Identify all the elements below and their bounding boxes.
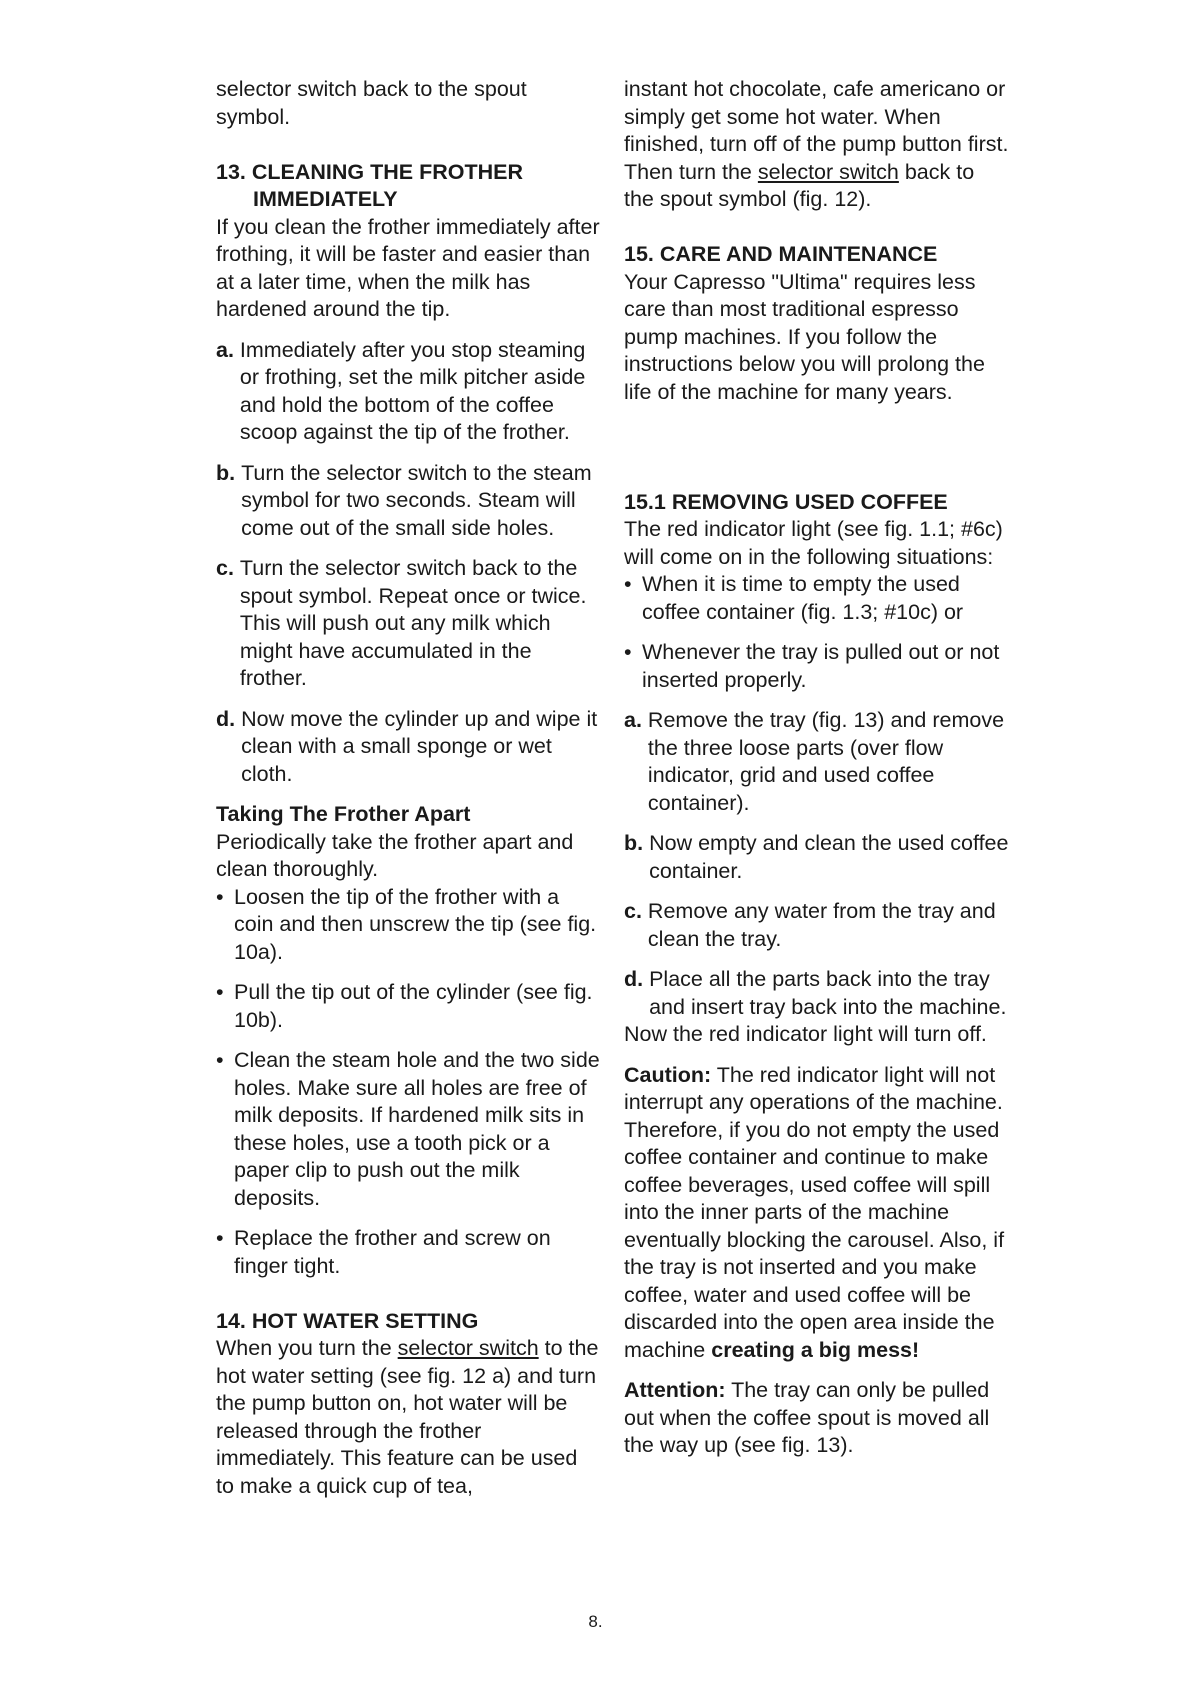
- bullet-icon: •: [216, 980, 224, 1004]
- section-13-title-cont: IMMEDIATELY: [253, 187, 398, 211]
- section-14-title: 14. HOT WATER SETTING: [216, 1308, 479, 1333]
- step-text: Place all the parts back into the tray and insert tray back into the machine.: [649, 967, 1007, 1019]
- step-item: [624, 966, 1009, 1021]
- attention-label: Attention:: [624, 1378, 726, 1402]
- selector-switch-link: selector switch: [757, 159, 899, 184]
- section-15-1-title: 15.1 REMOVING USED COFFEE: [624, 489, 948, 514]
- caution-emphasis: creating a big mess!: [711, 1337, 920, 1362]
- bullet-text: Pull the tip out of the cylinder (see fig. 10b).: [234, 980, 593, 1032]
- step-marker: d.: [624, 967, 644, 991]
- step-text: Turn the selector switch back to the spout symbol. Repeat once or twice. This will push out any milk which might have accumulated in the frother.: [239, 556, 587, 690]
- left-column: [216, 76, 601, 1500]
- step-marker: b.: [624, 831, 644, 855]
- section-15-body: Your Capresso "Ultima" requires less care than most traditional espresso pump machines. If you follow the instructions below you will prolong the life of the machine for many years.: [624, 269, 985, 404]
- step-text: Remove any water from the tray and clean the tray.: [647, 899, 996, 951]
- attention-note: Attention: The tray can only be pulled out when the coffee spout is moved all the way up (see fig. 13).: [624, 1378, 990, 1457]
- caution-label: Caution:: [624, 1062, 712, 1087]
- step-item: [624, 707, 1009, 817]
- list-item: [624, 571, 1009, 626]
- step-item: [216, 460, 601, 543]
- step-marker: a.: [624, 708, 642, 732]
- bullet-text: Loosen the tip of the frother with a coin and then unscrew the tip (see fig. 10a).: [234, 884, 597, 964]
- list-item: [216, 884, 601, 967]
- frother-apart-title: Taking The Frother Apart: [216, 802, 471, 826]
- continuation-text: instant hot chocolate, cafe americano or simply get some hot water. When finished, turn off of the pump button first. Then turn the selector switch back to the spout symbol (fig. 12).: [624, 77, 1009, 211]
- bullet-icon: •: [624, 640, 632, 664]
- intro-text: selector switch back to the spout symbol.: [216, 77, 527, 129]
- caution-note: Caution: The red indicator light will not interrupt any operations of the machine. Therefore, if you do not empty the used coffee container and continue to make coffee beverages, used coffee will spill into the inner parts of the machine eventually blocking the carousel. Also, if the tray is not inserted and you make coffee, water and used coffee will be discarded into the open area inside the machine creating a big mess!: [624, 1062, 1005, 1362]
- bullet-text: Clean the steam hole and the two side holes. Make sure all holes are free of milk deposits. If hardened milk sits in these holes, use a tooth pick or a paper clip to push out the milk deposits.: [234, 1048, 600, 1210]
- step-marker: c.: [216, 556, 234, 580]
- bullet-text: Replace the frother and screw on finger tight.: [234, 1226, 551, 1278]
- list-item: [216, 1225, 601, 1280]
- bullet-icon: •: [624, 572, 632, 596]
- bullet-text: Whenever the tray is pulled out or not inserted properly.: [642, 640, 1000, 692]
- step-item: [624, 898, 1009, 953]
- page-number: 8.: [588, 1612, 603, 1631]
- bullet-icon: •: [216, 1226, 224, 1250]
- frother-apart-body: Periodically take the frother apart and clean thoroughly.: [216, 829, 574, 881]
- selector-switch-link: selector switch: [397, 1336, 539, 1360]
- list-item: [216, 1047, 601, 1212]
- step-marker: c.: [624, 899, 642, 923]
- section-15-1-body: The red indicator light (see fig. 1.1; #6c) will come on in the following situations:: [624, 517, 1003, 569]
- step-text: Now move the cylinder up and wipe it clean with a small sponge or wet cloth.: [241, 706, 598, 786]
- section-14-body: When you turn the selector switch to the hot water setting (see fig. 12 a) and turn the pump button on, hot water will be released through the frother immediately. This feature can be used to make a quick cup of tea,: [216, 1336, 599, 1498]
- section-15-title: 15. CARE AND MAINTENANCE: [624, 242, 938, 266]
- step-text: Now empty and clean the used coffee container.: [649, 831, 1009, 883]
- list-item: [624, 639, 1009, 694]
- step-marker: d.: [216, 706, 236, 731]
- step-item: [216, 337, 601, 447]
- step-item: [216, 706, 601, 789]
- step-item: [216, 555, 601, 693]
- step-text: Turn the selector switch to the steam symbol for two seconds. Steam will come out of the small side holes.: [241, 460, 592, 540]
- bullet-text: When it is time to empty the used coffee container (fig. 1.3; #10c) or: [642, 572, 964, 624]
- bullet-icon: •: [216, 1048, 224, 1072]
- right-column: [624, 76, 1009, 1460]
- step-text: Immediately after you stop steaming or frothing, set the milk pitcher aside and hold the bottom of the coffee scoop against the tip of the frother.: [239, 337, 586, 444]
- step-text: Remove the tray (fig. 13) and remove the three loose parts (over flow indicator, grid and used coffee container).: [647, 708, 1005, 815]
- section-13-title: 13. CLEANING THE FROTHER: [216, 159, 523, 184]
- step-marker: b.: [216, 460, 236, 485]
- step-item: [624, 830, 1009, 885]
- section-13-body: If you clean the frother immediately after frothing, it will be faster and easier than at a later time, when the milk has hardened around the tip.: [216, 214, 600, 321]
- indicator-off-text: Now the red indicator light will turn off.: [624, 1022, 987, 1046]
- bullet-icon: •: [216, 884, 224, 909]
- step-marker: a.: [216, 337, 234, 362]
- list-item: [216, 979, 601, 1034]
